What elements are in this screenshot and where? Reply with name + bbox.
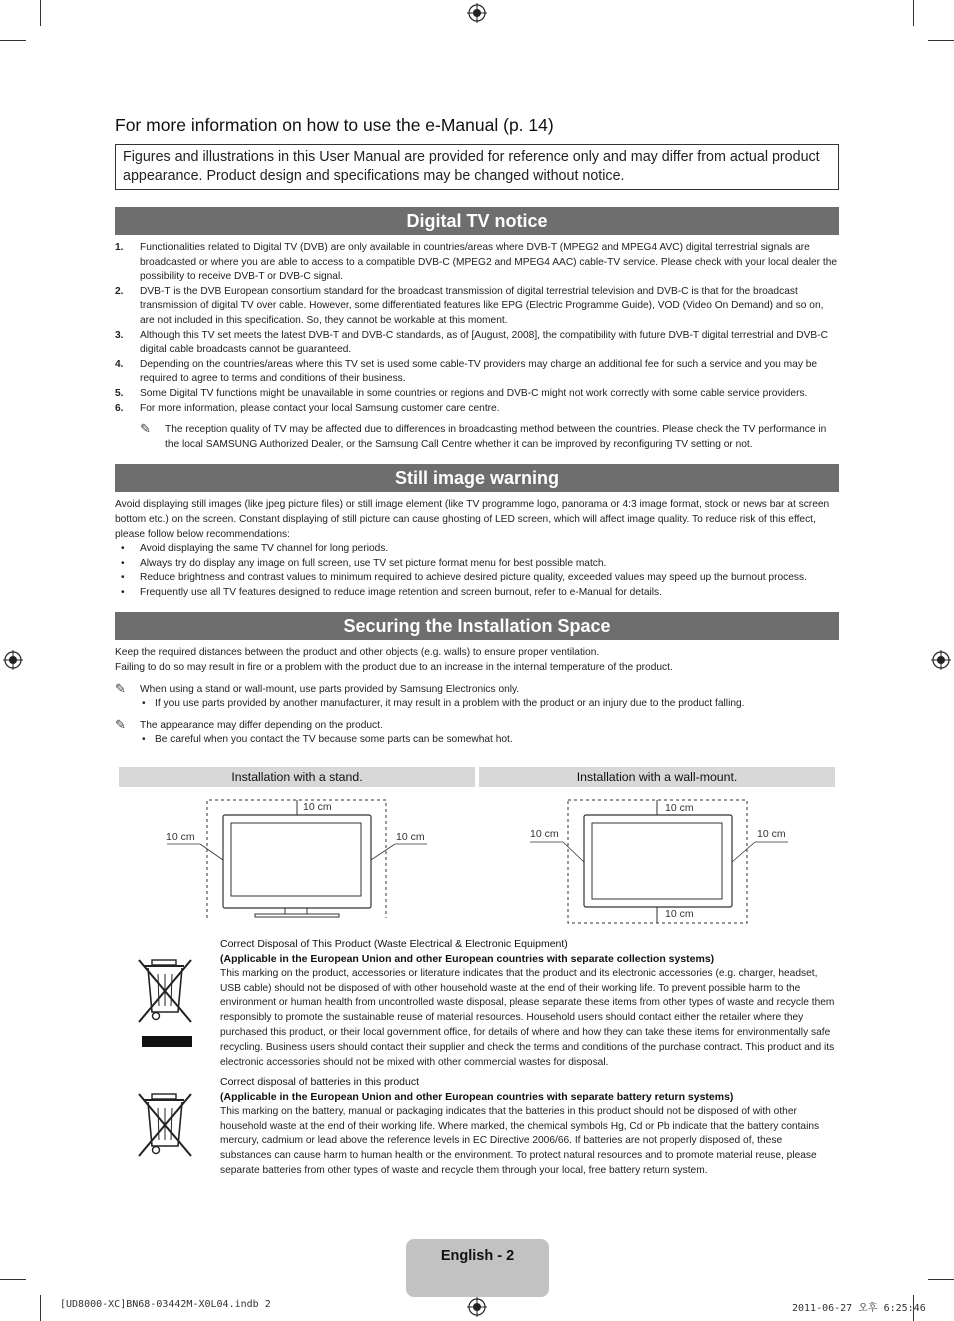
- distance-label-left: 10 cm: [530, 828, 559, 840]
- distance-label-bottom: 10 cm: [665, 908, 694, 920]
- install-note-1: ✎ When using a stand or wall-mount, use parts provided by Samsung Electronics only. • If you use parts provided by another manufacturer, it may result in a problem with the product or an injury due to the product falling.: [115, 683, 839, 712]
- page-number-tab: English - 2: [406, 1239, 549, 1297]
- footer-file-info: [UD8000-XC]BN68-03442M-X0L04.indb 2: [60, 1299, 271, 1310]
- list-item: 1. Functionalities related to Digital TV (DVB) are only available in countries/areas where DVB-T (MPEG2 and MPEG4 AVC) digital terrestrial signals are broadcasted or where you are able to access to a compatible DVB-C (MPEG2 and MPEG4 AAC) cable-TV service. Please check with your local dealer the possibility to receive DVB-T or DVB-C signal.: [115, 242, 838, 283]
- distance-label-left: 10 cm: [166, 831, 195, 843]
- stand-diagram: [160, 790, 440, 925]
- list-item: • If you use parts provided by another manufacturer, it may result in a problem with the product or an injury due to the product falling.: [140, 697, 839, 712]
- list-item: 2. DVB-T is the DVB European consortium standard for the broadcast transmission of digital terrestrial television and DVB-C is that for the broadcast transmission of digital TV over cable. However, some differentiated features like EPG (Electric Programme Guide), VOD (Video On Demand) and so on, are not included in this specification. So, they cannot be workable at this moment.: [115, 285, 824, 326]
- list-item: • Avoid displaying the same TV channel for long periods.: [115, 542, 839, 557]
- crop-mark: [0, 40, 26, 41]
- crop-mark: [40, 0, 41, 26]
- list-item: 3. Although this TV set meets the latest DVB-T and DVB-C standards, as of [August, 2008], the compatibility with future DVB-T digital terrestrial and DVB-C digital cable broadcasts cannot be guaranteed.: [115, 329, 828, 356]
- list-item: 4. Depending on the countries/areas where this TV set is used some cable-TV providers may charge an additional fee for such a service and you may be required to agree to terms and conditions of their business.: [115, 358, 818, 385]
- page-content: [115, 114, 839, 748]
- distance-label-top: 10 cm: [303, 801, 332, 813]
- install-headers: [119, 767, 835, 787]
- crop-mark: [928, 1279, 954, 1280]
- weee-body: This marking on the product, accessories or literature indicates that the product and its electronic accessories (e.g. charger, headset, USB cable) should not be disposed of with other household waste at the end of their working life. To prevent possible harm to the environment or human health from uncontrolled waste disposal, please separate these items from other types of waste and recycle them responsibly to promote the sustainable reuse of material resources. Household users should contact either the retailer where they purchased this product, or their local government office, for details of where and how they can take these items for environmentally safe recycling. Business users should contact their supplier and check the terms and conditions of the purchase contract. This product and its electronic accessories should not be mixed with other commercial wastes for disposal.: [220, 967, 835, 1068]
- section-header-digital-tv: Digital TV notice: [115, 207, 839, 235]
- battery-title: Correct disposal of batteries in this product: [220, 1076, 420, 1088]
- weee-disposal-block: [220, 937, 835, 1070]
- notice-box: Figures and illustrations in this User Manual are provided for reference only and may differ from actual product appearance. Product design and specifications may be changed without notice.: [115, 144, 839, 190]
- wall-diagram: [525, 790, 795, 928]
- list-item: 6. For more information, please contact your local Samsung customer care centre.: [115, 402, 500, 414]
- distance-label-right: 10 cm: [757, 828, 786, 840]
- battery-body: This marking on the battery, manual or packaging indicates that the batteries in this product should not be disposed of with other household waste at the end of their working life. Where marked, the chemical symbols Hg, Cd or Pb indicate that the battery contains mercury, cadmium or lead above the reference levels in EC Directive 2006/66. If batteries are not properly disposed of, these substances can cause harm to human health or the environment. To protect natural resources and to promote material reuse, please separate batteries from other types of waste and recycle them through your local, free battery return system.: [220, 1105, 820, 1176]
- list-item: • Be careful when you contact the TV because some parts can be somewhat hot.: [140, 733, 839, 748]
- weee-title: Correct Disposal of This Product (Waste Electrical & Electronic Equipment): [220, 938, 568, 950]
- crop-mark: [928, 40, 954, 41]
- weee-subtitle: (Applicable in the European Union and other European countries with separate collection systems): [220, 953, 715, 965]
- registration-mark-icon: [467, 3, 487, 23]
- install-wall-header: Installation with a wall-mount.: [479, 767, 835, 787]
- battery-crossed-bin-icon: [135, 1090, 197, 1160]
- section-header-still-image: Still image warning: [115, 464, 839, 492]
- note-pencil-icon: ✎: [140, 421, 151, 437]
- registration-mark-icon: [467, 1297, 487, 1317]
- list-item: • Always try do display any image on full screen, use TV set picture format menu for best possible match.: [115, 557, 839, 572]
- tv-wall-illustration: [525, 790, 795, 928]
- weee-crossed-bin-icon: [135, 956, 197, 1048]
- digital-tv-note: ✎ The reception quality of TV may be affected due to differences in broadcasting method between the countries. Please check the TV performance in the local SAMSUNG Authorized Dealer, or the Samsung Call Centre whether it can be improved by reconfiguring TV setting or not.: [140, 421, 827, 450]
- registration-mark-icon: [3, 650, 23, 670]
- note-pencil-icon: ✎: [115, 680, 126, 696]
- crop-mark: [40, 1295, 41, 1321]
- still-image-intro: Avoid displaying still images (like jpeg picture files) or still image element (like TV programme logo, panorama or 4:3 image format, stock or news bar at screen bottom etc.) on the screen. Constant displaying of still picture can cause ghosting of LED screen, which will affect image quality. To reduce risk of this effect, please follow below recommendations:: [115, 499, 830, 540]
- list-item: 5. Some Digital TV functions might be unavailable in some countries or regions and DVB-C might not work correctly with some cable service providers.: [115, 387, 808, 399]
- page-title: For more information on how to use the e-Manual (p. 14): [115, 115, 554, 135]
- registration-mark-icon: [931, 650, 951, 670]
- distance-label-right: 10 cm: [396, 831, 425, 843]
- note-pencil-icon: ✎: [115, 716, 126, 732]
- crop-mark: [0, 1279, 26, 1280]
- crop-mark: [913, 0, 914, 26]
- distance-label-top: 10 cm: [665, 802, 694, 814]
- battery-disposal-block: [220, 1075, 835, 1179]
- tv-stand-illustration: [160, 790, 440, 925]
- install-para-2: Failing to do so may result in fire or a problem with the product due to an increase in the internal temperature of the product.: [115, 662, 673, 674]
- still-image-list: [115, 542, 839, 600]
- install-para-1: Keep the required distances between the product and other objects (e.g. walls) to ensure proper ventilation.: [115, 647, 600, 659]
- section-header-install-space: Securing the Installation Space: [115, 612, 839, 640]
- list-item: • Reduce brightness and contrast values to minimum required to achieve desired picture quality, exceeded values may speed up the burnout process.: [115, 571, 839, 586]
- list-item: • Frequently use all TV features designed to reduce image retention and screen burnout, refer to e-Manual for details.: [115, 586, 839, 601]
- footer-timestamp: 2011-06-27 오후 6:25:46: [792, 1303, 926, 1314]
- install-stand-header: Installation with a stand.: [119, 767, 475, 787]
- install-note-2: ✎ The appearance may differ depending on the product. • Be careful when you contact the TV because some parts can be somewhat hot.: [115, 719, 839, 748]
- battery-subtitle: (Applicable in the European Union and other European countries with separate battery return systems): [220, 1091, 734, 1103]
- digital-tv-list: [115, 241, 839, 416]
